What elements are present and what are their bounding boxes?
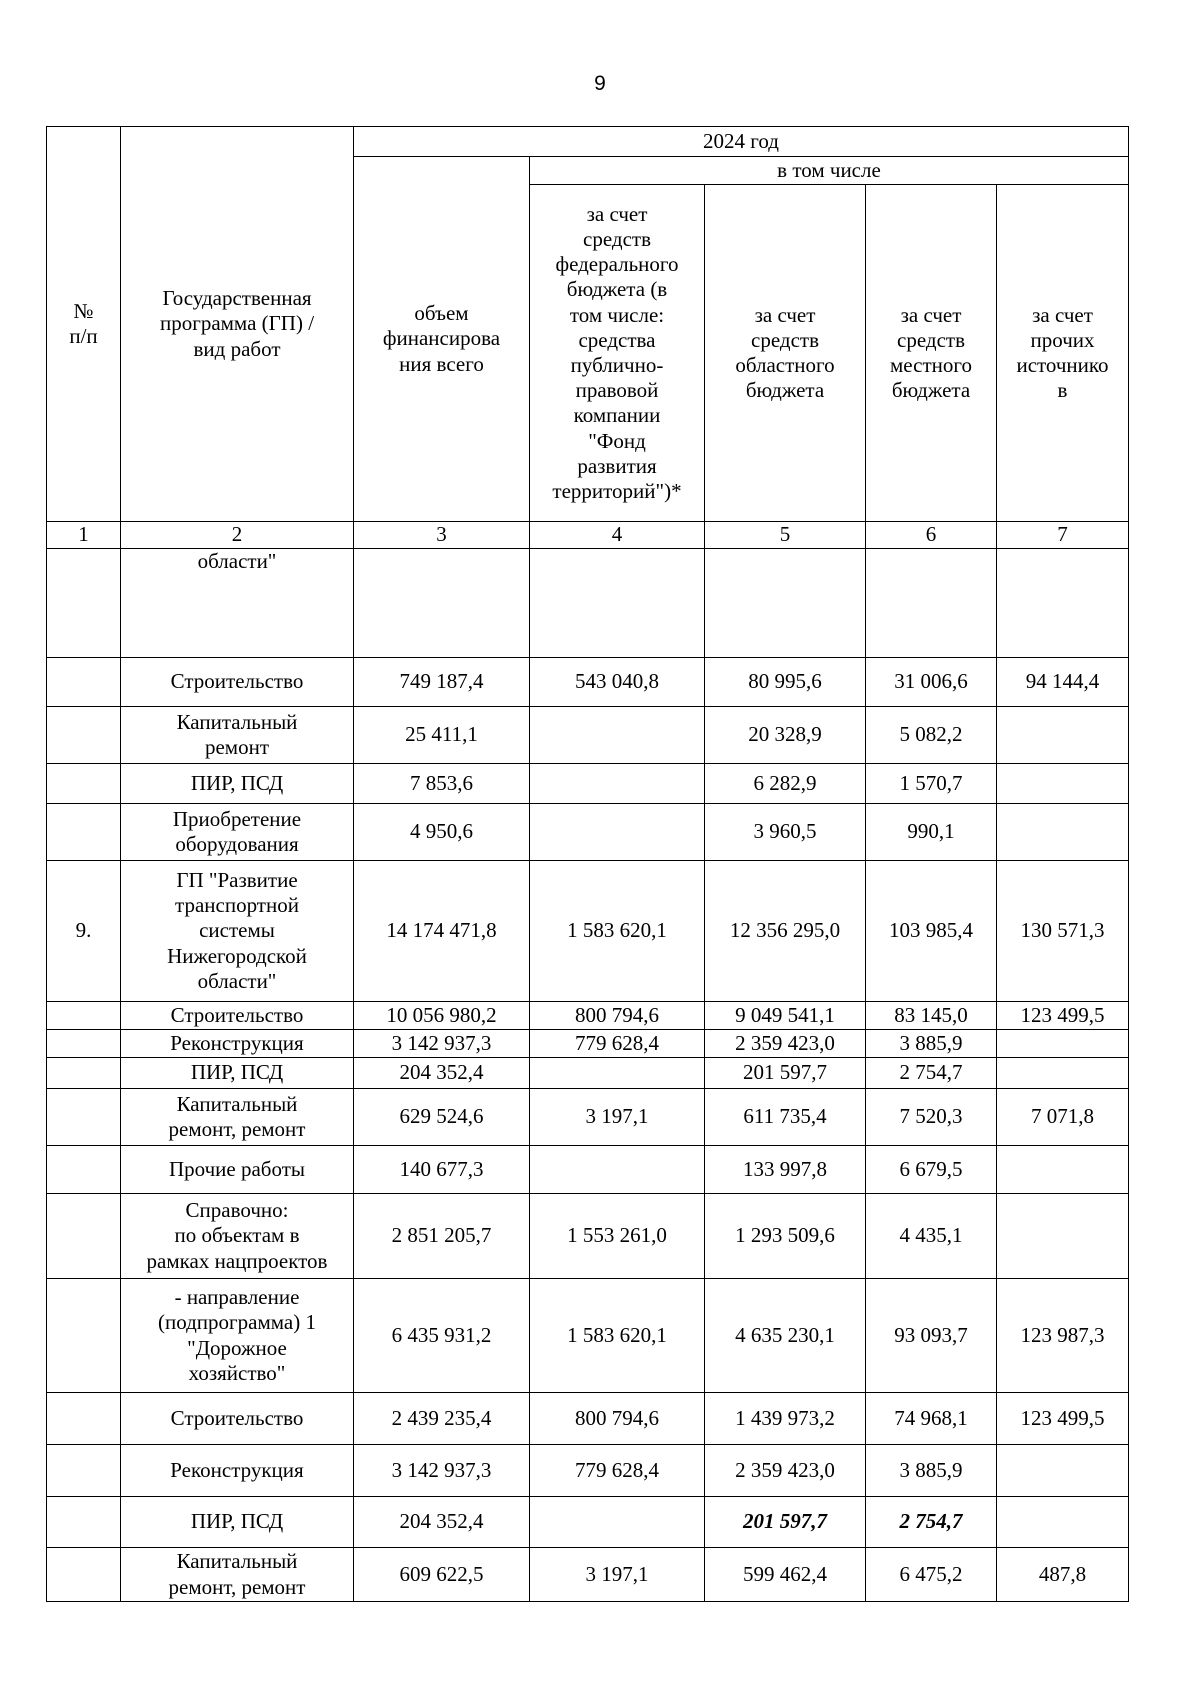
cell-total: 629 524,6 xyxy=(354,1089,530,1146)
column-number: 7 xyxy=(997,522,1129,549)
cell-regional: 611 735,4 xyxy=(705,1089,866,1146)
row-number xyxy=(47,707,121,764)
row-number xyxy=(47,1497,121,1548)
table-row xyxy=(47,1002,1129,1030)
row-name: Капитальный ремонт, ремонт xyxy=(121,1548,354,1602)
column-number: 1 xyxy=(47,522,121,549)
cell-total: 204 352,4 xyxy=(354,1058,530,1089)
cell-federal xyxy=(530,1497,705,1548)
column-number: 6 xyxy=(866,522,997,549)
cell-local: 5 082,2 xyxy=(866,707,997,764)
row-name: Реконструкция xyxy=(121,1030,354,1058)
row-name: Реконструкция xyxy=(121,1445,354,1497)
cell-other xyxy=(997,1194,1129,1279)
row-number xyxy=(47,1089,121,1146)
cell-federal xyxy=(530,764,705,804)
cell-total: 14 174 471,8 xyxy=(354,861,530,1002)
table-row xyxy=(47,1058,1129,1089)
table-row xyxy=(47,1194,1129,1279)
row-name: Строительство xyxy=(121,658,354,707)
cell-total: 7 853,6 xyxy=(354,764,530,804)
cell-total: 749 187,4 xyxy=(354,658,530,707)
cell-federal: 800 794,6 xyxy=(530,1002,705,1030)
cell-regional: 4 635 230,1 xyxy=(705,1279,866,1393)
cell-other xyxy=(997,1146,1129,1194)
cell-total: 6 435 931,2 xyxy=(354,1279,530,1393)
row-name: ПИР, ПСД xyxy=(121,1058,354,1089)
cell-other xyxy=(997,1058,1129,1089)
cell-regional: 2 359 423,0 xyxy=(705,1030,866,1058)
cell-local: 6 679,5 xyxy=(866,1146,997,1194)
cell-regional: 201 597,7 xyxy=(705,1497,866,1548)
row-name: Строительство xyxy=(121,1393,354,1445)
cell-regional: 20 328,9 xyxy=(705,707,866,764)
header-col-other: за счет прочих источнико в xyxy=(997,185,1129,522)
cell-regional: 6 282,9 xyxy=(705,764,866,804)
cell-other: 487,8 xyxy=(997,1548,1129,1602)
row-number xyxy=(47,764,121,804)
cell-other xyxy=(997,1497,1129,1548)
row-name: области" xyxy=(121,549,354,658)
cell-federal xyxy=(530,804,705,861)
cell-other: 123 499,5 xyxy=(997,1002,1129,1030)
table-row xyxy=(47,1393,1129,1445)
cell-total: 3 142 937,3 xyxy=(354,1445,530,1497)
cell-federal: 1 583 620,1 xyxy=(530,1279,705,1393)
header-including: в том числе xyxy=(530,157,1129,185)
row-number xyxy=(47,804,121,861)
cell-federal: 543 040,8 xyxy=(530,658,705,707)
cell-local: 2 754,7 xyxy=(866,1058,997,1089)
cell-federal xyxy=(530,1058,705,1089)
row-name: ПИР, ПСД xyxy=(121,1497,354,1548)
cell-local: 4 435,1 xyxy=(866,1194,997,1279)
cell-total: 609 622,5 xyxy=(354,1548,530,1602)
cell-federal: 1 583 620,1 xyxy=(530,861,705,1002)
cell-federal: 1 553 261,0 xyxy=(530,1194,705,1279)
row-name: Капитальный ремонт, ремонт xyxy=(121,1089,354,1146)
row-number xyxy=(47,1445,121,1497)
row-number xyxy=(47,1194,121,1279)
cell-regional: 12 356 295,0 xyxy=(705,861,866,1002)
cell-federal xyxy=(530,1146,705,1194)
row-number xyxy=(47,1002,121,1030)
cell-local: 103 985,4 xyxy=(866,861,997,1002)
table-row xyxy=(47,1497,1129,1548)
row-name: Справочно: по объектам в рамках нацпроектов xyxy=(121,1194,354,1279)
header-col-regional: за счет средств областного бюджета xyxy=(705,185,866,522)
cell-total: 3 142 937,3 xyxy=(354,1030,530,1058)
row-number xyxy=(47,1058,121,1089)
cell-total: 2 439 235,4 xyxy=(354,1393,530,1445)
page-number: 9 xyxy=(594,72,606,95)
cell-other xyxy=(997,1445,1129,1497)
cell-regional xyxy=(705,549,866,658)
row-name: Капитальный ремонт xyxy=(121,707,354,764)
table-row xyxy=(47,707,1129,764)
cell-local: 1 570,7 xyxy=(866,764,997,804)
cell-regional: 3 960,5 xyxy=(705,804,866,861)
cell-total: 4 950,6 xyxy=(354,804,530,861)
cell-local xyxy=(866,549,997,658)
header-col-local: за счет средств местного бюджета xyxy=(866,185,997,522)
cell-federal: 800 794,6 xyxy=(530,1393,705,1445)
row-name: Приобретение оборудования xyxy=(121,804,354,861)
cell-other: 123 987,3 xyxy=(997,1279,1129,1393)
cell-total xyxy=(354,549,530,658)
cell-local: 74 968,1 xyxy=(866,1393,997,1445)
column-number: 4 xyxy=(530,522,705,549)
cell-other xyxy=(997,707,1129,764)
cell-total: 25 411,1 xyxy=(354,707,530,764)
cell-regional: 9 049 541,1 xyxy=(705,1002,866,1030)
row-number xyxy=(47,1548,121,1602)
row-number xyxy=(47,549,121,658)
row-name: Строительство xyxy=(121,1002,354,1030)
cell-other: 7 071,8 xyxy=(997,1089,1129,1146)
row-name: - направление (подпрограмма) 1 "Дорожное хозяйство" xyxy=(121,1279,354,1393)
header-year: 2024 год xyxy=(354,127,1129,157)
cell-total: 10 056 980,2 xyxy=(354,1002,530,1030)
cell-total: 140 677,3 xyxy=(354,1146,530,1194)
table-row xyxy=(47,549,1129,658)
row-number xyxy=(47,1146,121,1194)
cell-local: 990,1 xyxy=(866,804,997,861)
row-name: ПИР, ПСД xyxy=(121,764,354,804)
cell-other: 130 571,3 xyxy=(997,861,1129,1002)
table-row xyxy=(47,1445,1129,1497)
cell-regional: 599 462,4 xyxy=(705,1548,866,1602)
table-row xyxy=(47,861,1129,1002)
row-number xyxy=(47,1030,121,1058)
cell-other: 94 144,4 xyxy=(997,658,1129,707)
cell-federal: 3 197,1 xyxy=(530,1089,705,1146)
cell-other xyxy=(997,549,1129,658)
cell-federal: 779 628,4 xyxy=(530,1445,705,1497)
cell-local: 2 754,7 xyxy=(866,1497,997,1548)
table-row xyxy=(47,1146,1129,1194)
cell-regional: 1 293 509,6 xyxy=(705,1194,866,1279)
cell-regional: 201 597,7 xyxy=(705,1058,866,1089)
cell-regional: 2 359 423,0 xyxy=(705,1445,866,1497)
cell-other: 123 499,5 xyxy=(997,1393,1129,1445)
table-row xyxy=(47,1030,1129,1058)
row-name: Прочие работы xyxy=(121,1146,354,1194)
cell-other xyxy=(997,804,1129,861)
table-row xyxy=(47,764,1129,804)
header-col-total: объем финансирова ния всего xyxy=(354,157,530,522)
header-col-program: Государственная программа (ГП) / вид работ xyxy=(121,127,354,522)
cell-other xyxy=(997,1030,1129,1058)
cell-federal: 3 197,1 xyxy=(530,1548,705,1602)
cell-regional: 1 439 973,2 xyxy=(705,1393,866,1445)
table-row xyxy=(47,658,1129,707)
header-row-1 xyxy=(47,127,1129,157)
cell-federal xyxy=(530,707,705,764)
table-row xyxy=(47,1548,1129,1602)
cell-total: 204 352,4 xyxy=(354,1497,530,1548)
cell-federal: 779 628,4 xyxy=(530,1030,705,1058)
cell-total: 2 851 205,7 xyxy=(354,1194,530,1279)
table-row xyxy=(47,1279,1129,1393)
cell-local: 31 006,6 xyxy=(866,658,997,707)
cell-federal xyxy=(530,549,705,658)
table-row xyxy=(47,804,1129,861)
row-number xyxy=(47,1279,121,1393)
column-numbers-row xyxy=(47,522,1129,549)
cell-local: 93 093,7 xyxy=(866,1279,997,1393)
cell-regional: 133 997,8 xyxy=(705,1146,866,1194)
cell-local: 83 145,0 xyxy=(866,1002,997,1030)
row-number: 9. xyxy=(47,861,121,1002)
header-col-number: № п/п xyxy=(47,127,121,522)
row-number xyxy=(47,1393,121,1445)
financing-table xyxy=(46,126,1129,1602)
cell-local: 6 475,2 xyxy=(866,1548,997,1602)
column-number: 2 xyxy=(121,522,354,549)
row-name: ГП "Развитие транспортной системы Нижегородской области" xyxy=(121,861,354,1002)
row-number xyxy=(47,658,121,707)
cell-regional: 80 995,6 xyxy=(705,658,866,707)
cell-local: 3 885,9 xyxy=(866,1445,997,1497)
cell-other xyxy=(997,764,1129,804)
table-row xyxy=(47,1089,1129,1146)
column-number: 3 xyxy=(354,522,530,549)
header-col-federal: за счет средств федерального бюджета (в том числе: средства публично- правовой компании "Фонд развития территорий")* xyxy=(530,185,705,522)
cell-local: 7 520,3 xyxy=(866,1089,997,1146)
column-number: 5 xyxy=(705,522,866,549)
cell-local: 3 885,9 xyxy=(866,1030,997,1058)
